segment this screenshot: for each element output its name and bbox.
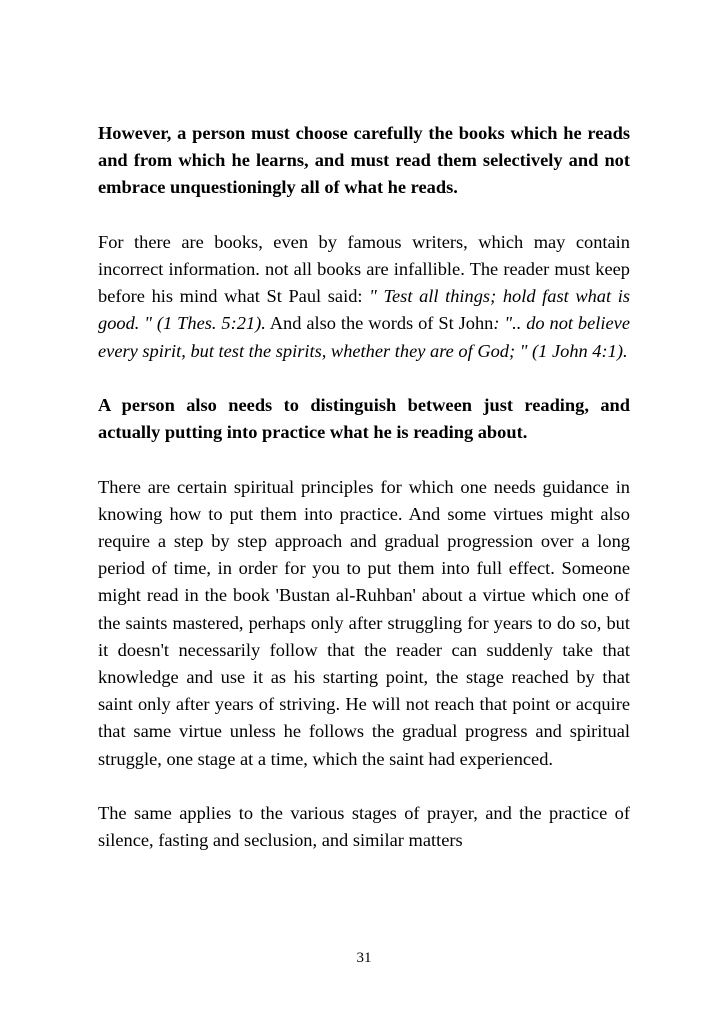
paragraph-text-segment: And also the words of St John [265, 313, 494, 334]
page-body [98, 120, 630, 882]
page-number: 31 [356, 950, 372, 966]
paragraph-text-segment: For there are books, even by famous writers, which may contain incorrect information. not all books are infallible. The reader must keep before his mind what St Paul said: [98, 231, 630, 307]
paragraph-stages-of-prayer: The same applies to the various stages of prayer, and the practice of silence, fasting and seclusion, and similar matters [98, 803, 630, 851]
quote-st-john: : ".. do not believe every spirit, but test the spirits, whether they are of God; " (1 John 4:1). [98, 313, 630, 361]
paragraph-books-incorrect [98, 229, 630, 365]
quote-st-paul: " Test all things; hold fast what is good. " (1 Thes. 5:21). [98, 286, 630, 334]
paragraph-reading-vs-practice: A person also needs to distinguish between just reading, and actually putting into practice what he is reading about. [98, 395, 630, 443]
paragraph-choose-books: However, a person must choose carefully the books which he reads and from which he learns, and must read them selectively and not embrace unquestioningly all of what he reads. [98, 123, 630, 198]
paragraph-spiritual-principles: There are certain spiritual principles for which one needs guidance in knowing how to put them into practice. And some virtues might also require a step by step approach and gradual progression over a long period of time, in order for you to put them into full effect. Someone might read in the book 'Bustan al-Ruhban' about a virtue which one of the saints mastered, perhaps only after struggling for years to do so, but it doesn't necessarily follow that the reader can suddenly take that knowledge and use it as his starting point, the stage reached by that saint only after years of striving. He will not reach that point or acquire that same virtue unless he follows the gradual progress and spiritual struggle, one stage at a time, which the saint had experienced. [98, 476, 630, 769]
